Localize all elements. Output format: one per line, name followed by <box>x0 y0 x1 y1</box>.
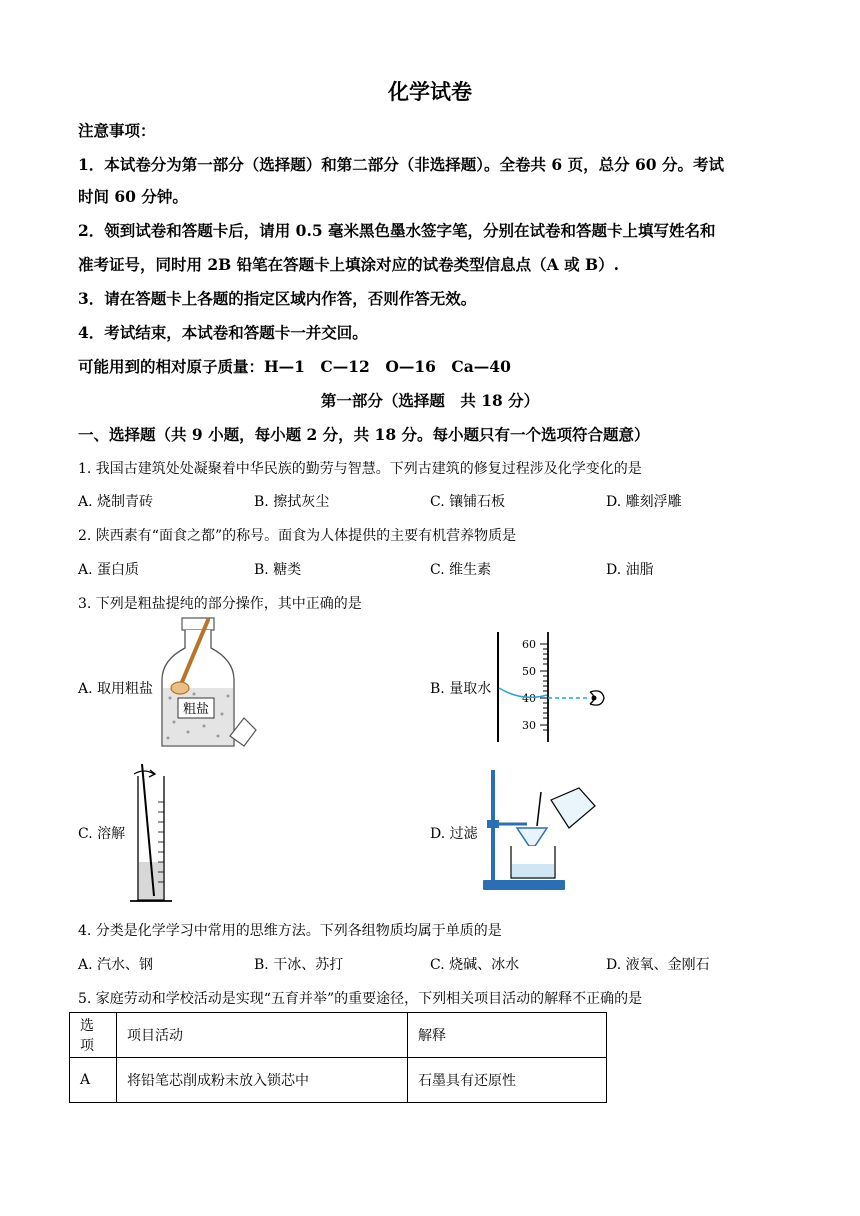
q1-option-b: B. 擦拭灰尘 <box>254 494 330 510</box>
q3-option-b: B. 量取水 <box>430 681 492 697</box>
notice-item: 1．本试卷分为第一部分（选择题）和第二部分（非选择题）。全卷共 6 页，总分 60 分。考试 <box>78 155 724 174</box>
q5-table <box>69 1012 607 1103</box>
q2-option-d: D. 油脂 <box>606 562 654 578</box>
q3-option-c: C. 溶解 <box>78 826 126 842</box>
question-5-stem: 5. 家庭劳动和学校活动是实现“五育并举”的重要途径，下列相关项目活动的解释不正确的是 <box>78 991 643 1007</box>
bottle-label: 粗盐 <box>182 702 210 717</box>
page-title: 化学试卷 <box>388 79 472 104</box>
tick-label: 50 <box>522 665 536 678</box>
question-4-stem: 4. 分类是化学学习中常用的思维方法。下列各组物质均属于单质的是 <box>78 923 502 939</box>
table-header-row <box>70 1013 607 1058</box>
notice-heading: 注意事项： <box>78 121 156 140</box>
q3-option-d: D. 过滤 <box>430 826 478 842</box>
table-header-cell: 选项 <box>70 1013 117 1058</box>
q4-option-d: D. 液氧、金刚石 <box>606 957 710 973</box>
notice-item: 准考证号，同时用 2B 铅笔在答题卡上填涂对应的试卷类型信息点（A 或 B）. <box>78 255 619 274</box>
q3-option-a: A. 取用粗盐 <box>78 681 154 697</box>
tick-label: 60 <box>522 638 536 651</box>
tick-label: 30 <box>522 719 536 732</box>
q1-option-c: C. 镶铺石板 <box>430 494 506 510</box>
part1-title: 第一部分（选择题 共 18 分） <box>320 391 540 410</box>
question-1-stem: 1. 我国古建筑处处凝聚着中华民族的勤劳与智慧。下列古建筑的修复过程涉及化学变化的是 <box>78 461 642 477</box>
question-2-stem: 2. 陕西素有“面食之都”的称号。面食为人体提供的主要有机营养物质是 <box>78 528 517 544</box>
salt-bottle-illustration <box>160 618 260 753</box>
table-header-cell: 项目活动 <box>117 1013 408 1058</box>
q2-option-a: A. 蛋白质 <box>78 562 140 578</box>
q2-option-b: B. 糖类 <box>254 562 302 578</box>
q4-option-a: A. 汽水、钢 <box>78 957 154 973</box>
q1-option-a: A. 烧制青砖 <box>78 494 154 510</box>
dissolving-illustration <box>130 762 178 904</box>
notice-item: 4．考试结束，本试卷和答题卡一并交回。 <box>78 323 368 342</box>
notice-item: 时间 60 分钟。 <box>78 187 188 206</box>
q2-option-c: C. 维生素 <box>430 562 492 578</box>
table-cell: 石墨具有还原性 <box>408 1058 607 1103</box>
measuring-cylinder-illustration <box>496 632 616 744</box>
table-row <box>70 1058 607 1103</box>
notice-item: 3．请在答题卡上各题的指定区域内作答，否则作答无效。 <box>78 289 477 308</box>
tick-label: 40 <box>522 692 536 705</box>
table-cell: A <box>70 1058 117 1103</box>
filtration-illustration <box>483 768 601 894</box>
q4-option-b: B. 干冰、苏打 <box>254 957 344 973</box>
q1-option-d: D. 雕刻浮雕 <box>606 494 682 510</box>
table-cell: 将铅笔芯削成粉末放入锁芯中 <box>117 1058 408 1103</box>
notice-item: 2．领到试卷和答题卡后，请用 0.5 毫米黑色墨水签字笔，分别在试卷和答题卡上填写姓名和 <box>78 221 716 240</box>
table-header-cell: 解释 <box>408 1013 607 1058</box>
section-heading: 一、选择题（共 9 小题，每小题 2 分，共 18 分。每小题只有一个选项符合题意） <box>78 425 650 444</box>
q4-option-c: C. 烧碱、冰水 <box>430 957 520 973</box>
atomic-mass-line: 可能用到的相对原子质量：H—1 C—12 O—16 Ca—40 <box>78 357 511 376</box>
question-3-stem: 3. 下列是粗盐提纯的部分操作，其中正确的是 <box>78 596 362 612</box>
